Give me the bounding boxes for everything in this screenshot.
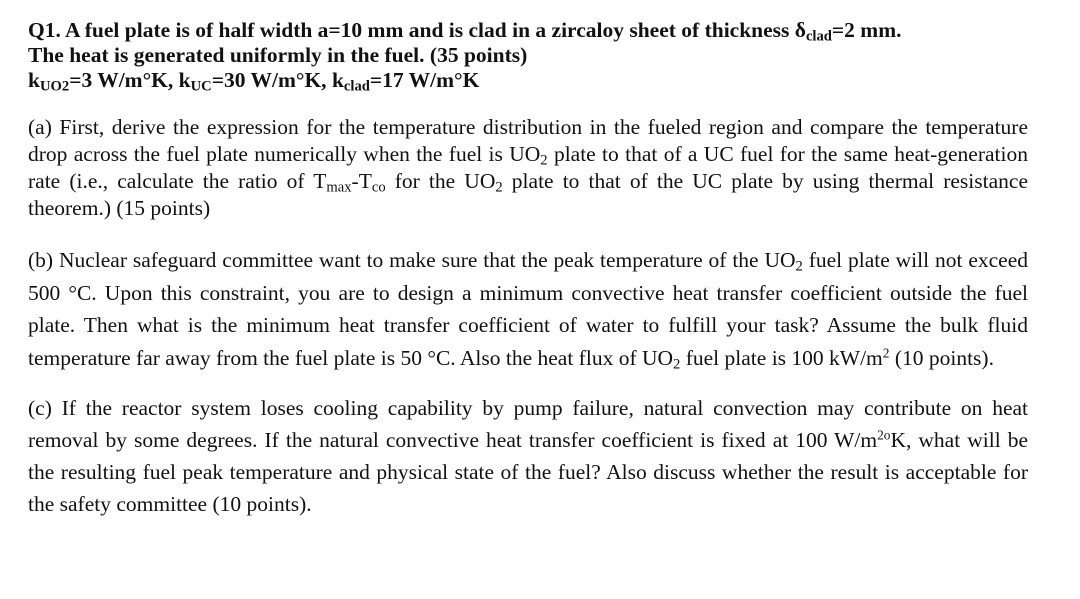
paragraph-text: (b) Nuclear safeguard committee want to make sure that the peak temperature of the UO bbox=[28, 248, 796, 272]
part-b-paragraph bbox=[28, 244, 1028, 374]
subscript: co bbox=[371, 179, 386, 196]
title-subscript: clad bbox=[805, 28, 832, 45]
title-text: Q1. A fuel plate is of half width a=10 mm and is clad in a zircaloy sheet of thickness δ bbox=[28, 18, 806, 42]
k-subscript: UC bbox=[190, 78, 212, 95]
k-value: =3 W/m°K, bbox=[69, 68, 179, 92]
paragraph-text: K, what will be the resulting fuel peak temperature and physical state of the fuel? Also discuss whether the result is acceptable for the safety committee (10 points). bbox=[28, 428, 1029, 516]
superscript: 2o bbox=[877, 427, 891, 443]
question-header bbox=[28, 18, 1028, 93]
superscript: 2 bbox=[882, 345, 890, 361]
subscript: 2 bbox=[540, 152, 548, 169]
k-symbol: k bbox=[178, 68, 191, 92]
k-symbol: k bbox=[331, 68, 344, 92]
paragraph-text: plate to that of the UC plate by using thermal resistance theorem.) (15 points) bbox=[28, 169, 1028, 220]
question-title-line-1 bbox=[28, 18, 1028, 43]
subscript: max bbox=[326, 179, 352, 196]
paragraph-text: (a) First, derive the expression for the temperature distribution in the fueled region and compare the temperature drop across the fuel plate numerically when the fuel is UO bbox=[28, 115, 1028, 166]
document-page bbox=[28, 18, 1028, 520]
k-value: =30 W/m°K, bbox=[211, 68, 332, 92]
conductivity-values bbox=[28, 68, 1028, 93]
subscript: 2 bbox=[795, 258, 803, 275]
paragraph-text: (10 points). bbox=[889, 345, 994, 370]
k-symbol: k bbox=[28, 68, 40, 92]
paragraph-text: -T bbox=[351, 169, 372, 193]
paragraph-text: fuel plate will not exceed 500 °C. Upon this constraint, you are to design a minimum convective heat transfer coefficient outside the fuel plate. Then what is the minimum heat transfer coefficient of water to fulfill your task? Assume the bulk fluid temperature far away from the fuel plate is 50 °C. Also the heat flux of UO bbox=[28, 248, 1028, 370]
k-value: =17 W/m°K bbox=[369, 68, 480, 92]
subscript: 2 bbox=[673, 356, 681, 373]
paragraph-text: (c) If the reactor system loses cooling capability by pump failure, natural convection may contribute on heat removal by some degrees. If the natural convective heat transfer coefficient is fixed at 100 W/m bbox=[28, 396, 1028, 452]
subscript: 2 bbox=[495, 179, 503, 196]
paragraph-text: plate to that of a UC fuel for the same heat-generation rate (i.e., calculate the ratio of T bbox=[28, 142, 1028, 193]
paragraph-text: fuel plate is 100 kW/m bbox=[680, 345, 883, 370]
k-subscript: UO2 bbox=[39, 78, 70, 95]
question-title-line-2: The heat is generated uniformly in the fuel. (35 points) bbox=[28, 43, 528, 67]
paragraph-text: for the UO bbox=[385, 169, 496, 193]
part-c-paragraph bbox=[28, 392, 1028, 520]
title-text: =2 mm. bbox=[831, 18, 902, 42]
k-subscript: clad bbox=[343, 78, 370, 95]
part-a-paragraph bbox=[28, 114, 1028, 222]
